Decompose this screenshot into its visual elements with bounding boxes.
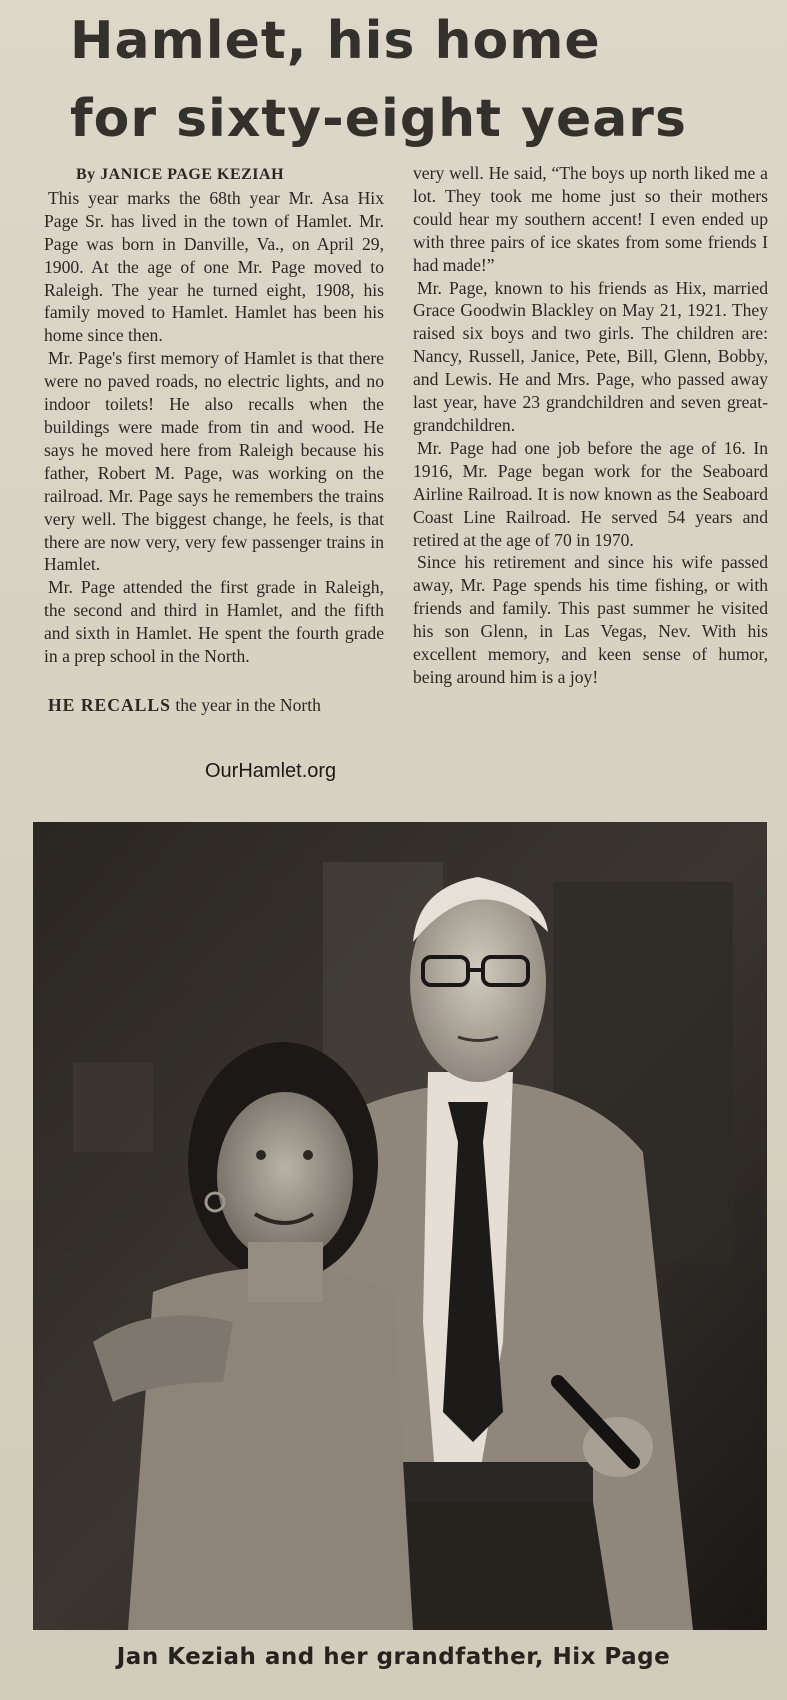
photograph [33, 822, 767, 1630]
headline-line-1: Hamlet, his home [70, 11, 601, 71]
paragraph: This year marks the 68th year Mr. Asa Hix Page Sr. has lived in the town of Hamlet. Mr. Page was born in Danville, Va., on April 29, 1900. At the age of one Mr. Page moved to Raleigh. The year he turned eight, 1908, his family moved to Hamlet. Hamlet has been his home since then. [44, 187, 384, 346]
paragraph: Mr. Page had one job before the age of 16. In 1916, Mr. Page began work for the Seaboard Airline Railroad. It is now known as the Seaboard Coast Line Railroad. He served 54 years and retired at the age of 70 in 1970. [413, 437, 768, 550]
paragraph: Mr. Page attended the first grade in Raleigh, the second and third in Hamlet, and the fifth and sixth in Hamlet. He spent the fourth grade in a prep school in the North. [44, 577, 384, 667]
article-left-column [44, 164, 384, 717]
paragraph: Mr. Page's first memory of Hamlet is that there were no paved roads, no electric lights, and no indoor toilets! He also recalls when the buildings were made from tin and wood. He says he moved here from Raleigh because his father, Robert M. Page, was working on the railroad. Mr. Page says he remembers the trains very well. The biggest change, he feels, is that there are now very, very few passenger trains in Hamlet. [44, 348, 384, 575]
recalls-lead: HE RECALLS [48, 694, 171, 715]
recalls-paragraph [44, 694, 384, 717]
paragraph: very well. He said, “The boys up north liked me a lot. They took me home just so their mothers could hear my southern accent! I even ended up with three pairs of ice skates from some friends I had made!” [413, 163, 768, 275]
photo-illustration [33, 822, 767, 1630]
paragraph: Mr. Page, known to his friends as Hix, married Grace Goodwin Blackley on May 21, 1921. They raised six boys and two girls. The children are: Nancy, Russell, Janice, Pete, Bill, Glenn, Bobby, and Lewis. He and Mrs. Page, who passed away last year, have 23 grandchildren and seven great-grandchildren. [413, 277, 768, 435]
recalls-text: the year in the North [170, 694, 321, 715]
headline-line-2: for sixty-eight years [70, 89, 687, 149]
paragraph: Since his retirement and since his wife passed away, Mr. Page spends his time fishing, or with friends and family. This past summer he visited his son Glenn, in Las Vegas, Nev. With his excellent memory, and keen sense of humor, being around him is a joy! [413, 552, 768, 687]
byline: By JANICE PAGE KEZIAH [76, 166, 285, 183]
article-right-column [413, 162, 768, 689]
photo-caption: Jan Keziah and her grandfather, Hix Page [116, 1644, 671, 1670]
headline [70, 2, 770, 158]
watermark: OurHamlet.org [205, 760, 337, 782]
